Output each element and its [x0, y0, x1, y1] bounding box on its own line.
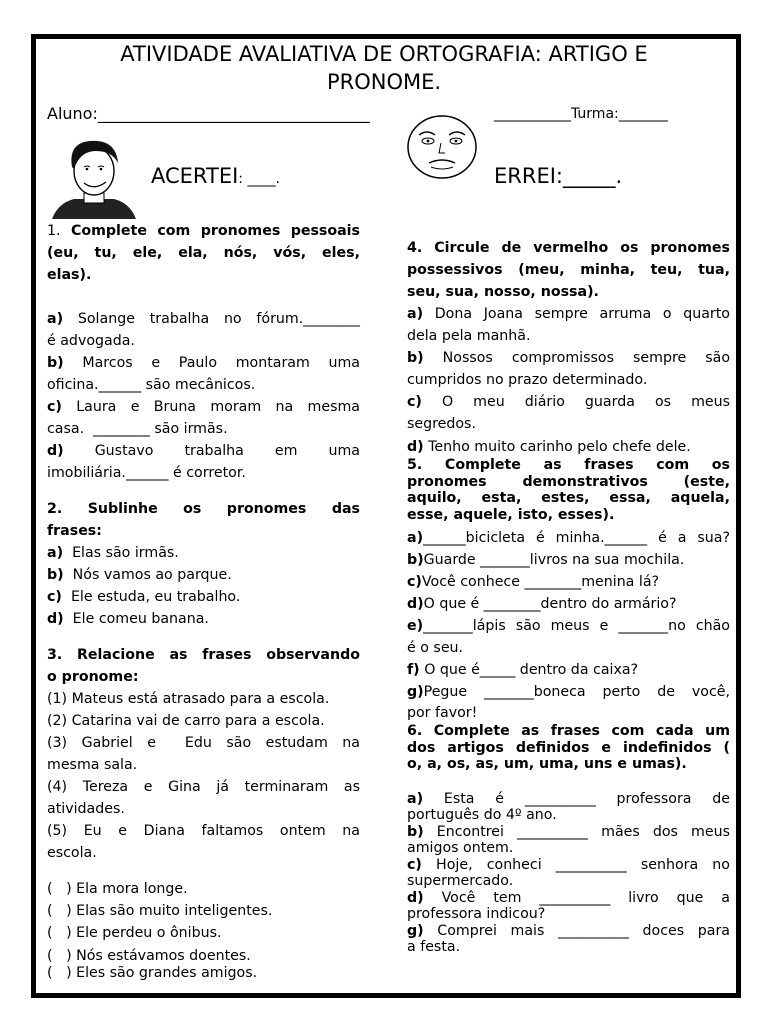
question-6-title: 6. Complete as frases com cada um — [407, 723, 730, 739]
student-name-field: Aluno:__________________________________ — [47, 104, 370, 123]
q5-item-e: e)_______lápis são meus e _______no chão — [407, 618, 730, 634]
class-field: ___________Turma:_______ — [494, 106, 668, 122]
q3-option-2: ( ) Elas são muito inteligentes. — [47, 903, 273, 919]
me-gusta-face-icon — [405, 113, 479, 181]
question-1-title: 1. Complete com pronomes pessoais — [47, 223, 360, 239]
q6-item-a: a) Esta é __________ professora de — [407, 790, 730, 807]
q6-item-c: c) Hoje, conheci __________ senhora no — [407, 856, 730, 873]
page-title: ATIVIDADE AVALIATIVA DE ORTOGRAFIA: ARTIGO E PRONOME. — [120, 42, 648, 94]
q3-option-3: ( ) Ele perdeu o ônibus. — [47, 925, 222, 941]
q4-item-b: b) Nossos compromissos sempre são — [407, 350, 730, 366]
q5-item-d: d)O que é ________dentro do armário? — [407, 596, 677, 612]
correct-counter: ACERTEI: ____. — [151, 164, 280, 188]
q6-item-g: g) Comprei mais __________ doces para — [407, 922, 731, 939]
q6-item-d: d) Você tem __________ livro que a — [407, 889, 730, 906]
q1-item-c: c) Laura e Bruna moram na mesma — [47, 399, 360, 415]
q4-item-d: d) Tenho muito carinho pelo chefe dele. — [407, 439, 691, 455]
q4-item-a: a) Dona Joana sempre arruma o quarto — [407, 306, 730, 322]
q1-item-b: b) Marcos e Paulo montaram uma — [47, 355, 360, 371]
right-column: 4. Circule de vermelho os pronomes possessivos (meu, minha, teu, tua, seu, sua, nosso, nossa). a) Dona Joana sempre arruma o quarto dela pela manhã. b) Nossos compromissos sempre são cumpridos no prazo determinado. c) O meu diário guarda os meus segredos. d) Tenho muito carinho pelo chefe dele. 5. Complete as frases com os pronomes demonstrativos (este, aquilo, esta, estes, essa, aquela, esse, aquele, isto, esses). a)______bicicleta é minha.______ é a sua? b)Guarde _______livros na sua mochila. c)Você conhece ________menina lá? d)O que é ________dentro do armário? e)_______lápis são meus e _______no chão é o seu. f) O que é_____ dentro da caixa? g)Pegue _______boneca perto de você, por favor! 6. Complete as frases com cada um dos artigos definidos e indefinidos ( o, a, os, as, um, uma, uns e umas). a) Esta é __________ professora de português do 4º ano. b) Encontrei __________ mães dos meus amigos ontem. c) Hoje, conheci __________ senhora no supermercado. d) Você tem __________ livro que a professora indicou? g) Comprei mais __________ doces para a festa. — [407, 237, 730, 956]
question-5-title: 5. Complete as frases com os — [407, 457, 730, 473]
q5-item-a: a)______bicicleta é minha.______ é a sua? — [407, 530, 730, 546]
smiling-face-icon — [50, 137, 138, 219]
q5-item-c: c)Você conhece ________menina lá? — [407, 574, 660, 590]
q2-item-a: a) Elas são irmãs. — [47, 545, 179, 561]
q3-sentence-1: (1) Mateus está atrasado para a escola. — [47, 691, 330, 707]
question-4-title: 4. Circule de vermelho os pronomes — [407, 240, 730, 256]
q5-item-f: f) O que é_____ dentro da caixa? — [407, 662, 639, 678]
q5-item-b: b)Guarde _______livros na sua mochila. — [407, 552, 685, 568]
wrong-counter: ERREI:_____. — [494, 164, 623, 188]
q2-item-d: d) Ele comeu banana. — [47, 611, 209, 627]
q3-option-5: ( ) Eles são grandes amigos. — [47, 965, 258, 981]
q3-sentence-4: (4) Tereza e Gina já terminaram as — [47, 779, 360, 795]
left-column: 1. Complete com pronomes pessoais (eu, tu, ele, ela, nós, vós, eles, elas). a) Solange trabalha no fórum.________ é advogada. b) Marcos e Paulo montaram uma oficina.______ são mecânicos. c) Laura e Bruna moram na mesma casa. ________ são irmãs. d) Gustavo trabalha em uma imobiliária.______ é corretor. 2. Sublinhe os pronomes das frases: a) Elas são irmãs. b) Nós vamos ao parque. c) Ele estuda, eu trabalho. d) Ele comeu banana. 3. Relacione as frases observando o pronome: (1) Mateus está atrasado para a escola. (2) Catarina vai de carro para a escola. (3) Gabriel e Edu são estudam na mesma sala. (4) Tereza e Gina já terminaram as atividades. (5) Eu e Diana faltamos ontem na escola. ( ) Ela mora longe. ( ) Elas são muito inteligentes. ( ) Ele perdeu o ônibus. ( ) Nós estávamos doentes. ( ) Eles são grandes amigos. — [47, 220, 360, 981]
q3-option-1: ( ) Ela mora longe. — [47, 881, 188, 897]
q3-option-4: ( ) Nós estávamos doentes. — [47, 948, 251, 964]
q3-sentence-5: (5) Eu e Diana faltamos ontem na — [47, 823, 360, 839]
question-3-title: 3. Relacione as frases observando — [47, 647, 360, 663]
q1-item-a: a) Solange trabalha no fórum.________ — [47, 311, 361, 327]
q2-item-b: b) Nós vamos ao parque. — [47, 567, 232, 583]
q4-item-c: c) O meu diário guarda os meus — [407, 394, 730, 410]
q3-sentence-3: (3) Gabriel e Edu são estudam na — [47, 735, 360, 751]
q2-item-c: c) Ele estuda, eu trabalho. — [47, 589, 241, 605]
q3-sentence-2: (2) Catarina vai de carro para a escola. — [47, 713, 325, 729]
q6-item-b: b) Encontrei __________ mães dos meus — [407, 823, 730, 840]
q5-item-g: g)Pegue _______boneca perto de você, — [407, 684, 730, 700]
question-2-title: 2. Sublinhe os pronomes das — [47, 501, 360, 517]
q1-item-d: d) Gustavo trabalha em uma — [47, 443, 360, 459]
